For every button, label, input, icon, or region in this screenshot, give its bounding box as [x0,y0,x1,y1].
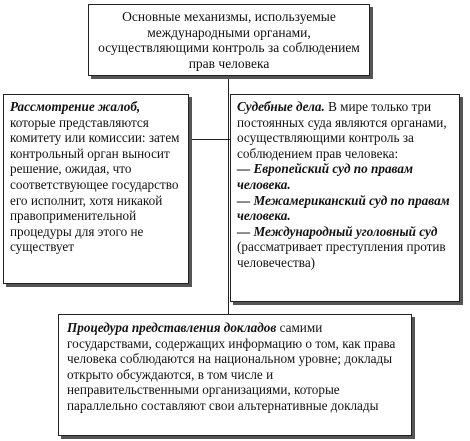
complaints-heading: Рассмотрение жалоб, [10,99,141,114]
reports-description: самими государствами, содержащих информацию о том, как права человека соблюдаются на национальном уровне; доклады открыто обсуждаются, в том числе и неправительственными организациями, которые параллельно составляют свои альтернативные доклады [67,320,396,413]
european-court-item: — Европейский суд по правам человека. [237,161,413,192]
court-cases-box [230,94,460,302]
court-cases-heading: Судебные дела. [237,99,325,114]
horizontal-connector-line [189,139,230,140]
complaints-box [3,94,189,284]
international-criminal-court-item: — Международный уголовный суд [237,223,438,239]
main-mechanisms-title: Основные механизмы, используемые международными органами, осуществляющими контроль за соблюдением прав человека [98,9,360,71]
interamerican-court-item: — Межамериканский суд по правам человека. [237,192,450,224]
court-cases-intro: В мире только три постоянных суда являются органами, осуществляющими контроль за соблюдением прав человека: [237,99,447,161]
reports-box [58,314,412,436]
complaints-description: которые представляются комитету или комиссии: затем контрольный орган выносит решение, ожидая, что соответствующее государство его исполнит, хотя никакой правоприменительной процедуры для этого не существует [10,114,180,255]
reports-heading: Процедура представления докладов [67,320,277,335]
main-mechanisms-box [88,4,370,76]
international-criminal-court-note: (рассматривает преступления против человечества) [237,239,446,270]
vertical-connector-line [228,76,229,314]
